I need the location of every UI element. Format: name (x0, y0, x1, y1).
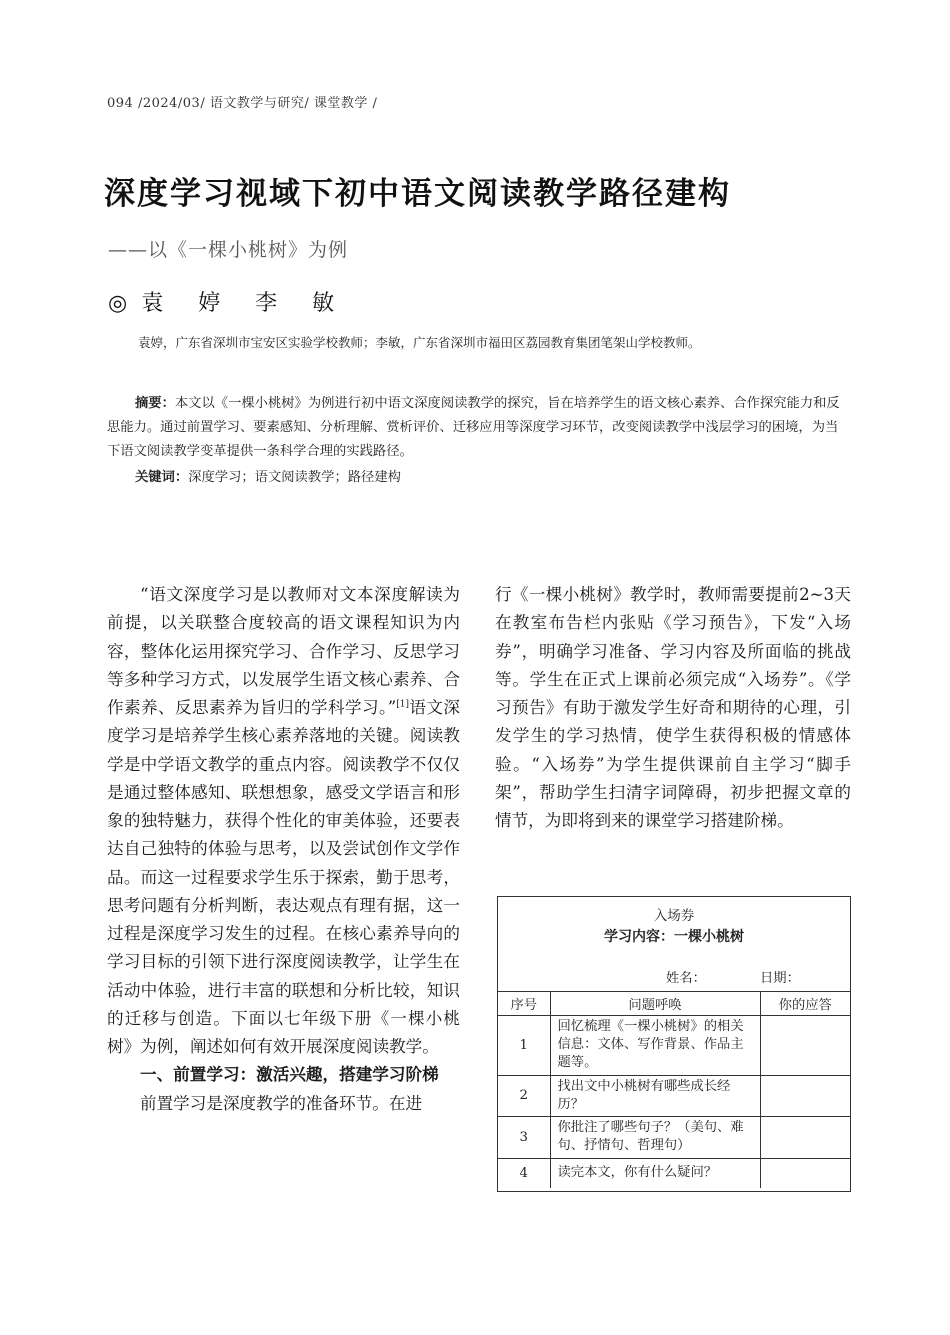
keywords (107, 466, 851, 490)
author-affiliation: 袁婷，广东省深圳市宝安区实验学校教师；李敏，广东省深圳市福田区荔园教育集团笔架山学校教师。 (138, 335, 701, 350)
running-head: 094 /2024/03/ 语文教学与研究/ 课堂教学 / (107, 96, 378, 111)
ticket-subtitle: 学习内容：一棵小桃树 (604, 929, 744, 945)
row-number: 1 (498, 1015, 550, 1075)
body-paragraph-2-start: 前置学习是深度教学的准备环节。在进 (140, 1093, 423, 1113)
ticket-header (498, 897, 850, 992)
column-header-answer: 你的应答 (760, 992, 850, 1015)
body-column-left (107, 581, 460, 1118)
abstract-block (107, 392, 851, 490)
table-row (498, 1015, 850, 1075)
row-question: 你批注了哪些句子？（美句、难句、抒情句、哲理句） (550, 1116, 760, 1158)
keywords-text: 深度学习；语文阅读教学；路径建构 (188, 470, 401, 485)
table-row (498, 1116, 850, 1158)
ticket-title: 入场券 (653, 908, 695, 924)
authors: ◎袁 婷 李 敏 (108, 291, 349, 316)
row-question: 找出文中小桃树有哪些成长经历？ (550, 1075, 760, 1116)
ticket-question-table (498, 992, 850, 1188)
article-title: 深度学习视域下初中语文阅读教学路径建构 (104, 176, 731, 212)
keywords-label: 关键词： (135, 470, 189, 485)
table-row (498, 1075, 850, 1116)
citation-ref: [1] (396, 699, 409, 710)
row-number: 2 (498, 1075, 550, 1116)
table-row (498, 1158, 850, 1188)
row-question: 读完本文，你有什么疑问？ (550, 1158, 760, 1188)
section-heading: 一、前置学习：激活兴趣，搭建学习阶梯 (140, 1065, 439, 1085)
row-number: 4 (498, 1158, 550, 1188)
body-paragraph-2-continued: 行《一棵小桃树》教学时，教师需要提前2~3天在教室布告栏内张贴《学习预告》，下发“入场券”，明确学习准备、学习内容及所面临的挑战等。学生在正式上课前必须完成“入场券”。《学习预告》有助于激发学生好奇和期待的心理，引发学生的学习热情，使学生获得积极的情感体验。“入场券”为学生提供课前自主学习“脚手架”，帮助学生扫清字词障碍，初步把握文章的情节，为即将到来的课堂学习搭建阶梯。 (495, 585, 851, 830)
abstract-text: 本文以《一棵小桃树》为例进行初中语文深度阅读教学的探究，旨在培养学生的语文核心素养、合作探究能力和反思能力。通过前置学习、要素感知、分析理解、赏析评价、迁移应用等深度学习环节，改变阅读教学中浅层学习的困境，为当下语文阅读教学变革提供一条科学合理的实践路径。 (107, 396, 840, 459)
row-question: 回忆梳理《一棵小桃树》的相关信息：文体、写作背景、作品主题等。 (550, 1015, 760, 1075)
body-paragraph-1 (107, 581, 460, 1061)
row-answer (760, 1015, 850, 1075)
row-answer (760, 1116, 850, 1158)
article-subtitle: ——以《一棵小桃树》为例 (108, 239, 349, 261)
body-column-right (495, 581, 851, 835)
abstract (107, 392, 851, 464)
column-header-question: 问题呼唤 (550, 992, 760, 1015)
table-header-row (498, 992, 850, 1015)
row-number: 3 (498, 1116, 550, 1158)
row-answer (760, 1158, 850, 1188)
ticket-name-label: 姓名： (666, 971, 706, 986)
entry-ticket (497, 896, 851, 1192)
abstract-label: 摘要： (135, 396, 175, 411)
column-header-number: 序号 (498, 992, 550, 1015)
ticket-date-label: 日期： (760, 971, 800, 986)
row-answer (760, 1075, 850, 1116)
quote-text: “语文深度学习是以教师对文本深度解读为前提，以关联整合度较高的语文课程知识为内容，整体化运用探究学习、合作学习、反思学习等多种学习方式，以发展学生语文核心素养、合作素养、反思素养为旨归的学科学习。” (107, 585, 460, 717)
paragraph-text: 语文深度学习是培养学生核心素养落地的关键。阅读教学是中学语文教学的重点内容。阅读教学不仅仅是通过整体感知、联想想象，感受文学语言和形象的独特魅力，获得个性化的审美体验，还要表达自己独特的体验与思考，以及尝试创作文学作品。而这一过程要求学生乐于探索，勤于思考，思考问题有分析判断，表达观点有理有据，这一过程是深度学习发生的过程。在核心素养导向的学习目标的引领下进行深度阅读教学，让学生在活动中体验，进行丰富的联想和分析比较，知识的迁移与创造。下面以七年级下册《一棵小桃树》为例，阐述如何有效开展深度阅读教学。 (107, 698, 461, 1056)
